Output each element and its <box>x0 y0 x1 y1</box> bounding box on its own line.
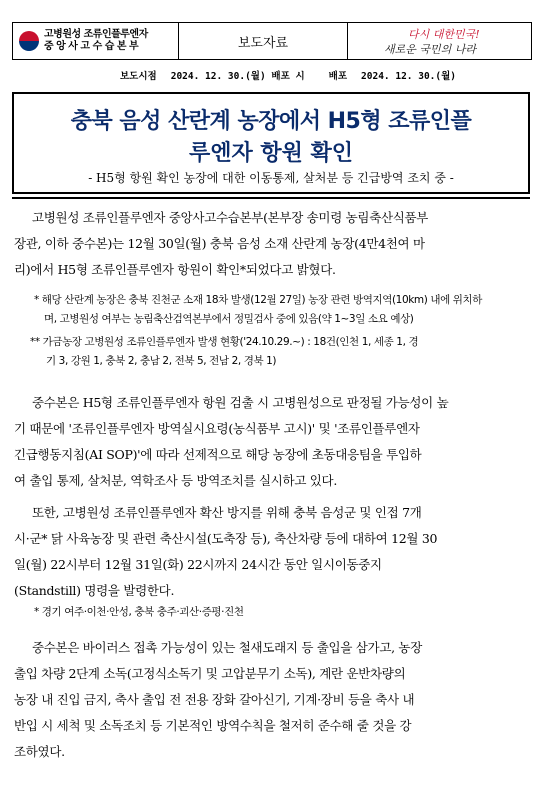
subheadline: - H5형 항원 확인 농장에 대한 이동통제, 살처분 등 긴급방역 조치 중 - <box>88 171 454 185</box>
paragraph-line: 기 때문에 '조류인플루엔자 방역실시요령(농식품부 고시)' 및 '조류인플루엔자 <box>14 421 420 436</box>
doc-type: 보도자료 <box>179 23 348 59</box>
footnote-line: 기 3, 강원 1, 충북 2, 충남 2, 전북 5, 전남 2, 경북 1) <box>46 355 277 367</box>
org-line1: 고병원성 조류인플루엔자 <box>44 29 148 40</box>
footnote-1 <box>34 291 482 329</box>
footnote-line: ** 가금농장 고병원성 조류인플루엔자 발생 현황('24.10.29.~) : 18건(인천 1, 세종 1, 경 <box>30 336 419 348</box>
paragraph-line: 조하였다. <box>14 744 65 759</box>
paragraph-line: 출입 차량 2단계 소독(고정식소독기 및 고압분무기 소독), 계란 운반차량의 <box>14 666 406 681</box>
paragraph-line: 리)에서 H5형 조류인플루엔자 항원이 확인*되었다고 밝혔다. <box>14 262 336 277</box>
paragraph-line: 중수본은 H5형 조류인플루엔자 항원 검출 시 고병원성으로 판정될 가능성이 높 <box>32 395 449 410</box>
paragraph-line: 일(월) 22시부터 12월 31일(화) 22시까지 24시간 동안 일시이동중지 <box>14 557 382 572</box>
paragraph-line: 중수본은 바이러스 접촉 가능성이 있는 철새도래지 등 출입을 삼가고, 농장 <box>32 640 422 655</box>
slogan-line2: 새로운 국민의 나라 <box>384 43 477 56</box>
release-date: 2024. 12. 30.(월) 배포 시 <box>170 71 305 82</box>
org-name <box>44 29 148 53</box>
taegeuk-emblem-icon <box>19 31 39 51</box>
paragraph-line: 고병원성 조류인플루엔자 중앙사고수습본부(본부장 송미령 농림축산식품부 <box>32 210 429 225</box>
paragraph-line: 긴급행동지침(AI SOP)'에 따라 선제적으로 해당 농장에 초동대응팀을 투입하 <box>14 447 422 462</box>
org-cell <box>13 23 179 59</box>
paragraph-1 <box>14 205 530 283</box>
distribution-date: 2024. 12. 30.(월) <box>361 71 457 82</box>
paragraph-line: 장관, 이하 중수본)는 12월 30일(월) 충북 음성 소재 산란계 농장(4만4천여 마 <box>14 236 425 251</box>
release-dates <box>120 68 470 82</box>
headline-divider <box>12 197 530 199</box>
footnote-line: 며, 고병원성 여부는 농림축산검역본부에서 정밀검사 중에 있음(약 1~3일 소요 예상) <box>44 313 414 325</box>
slogan-line1: 다시 대한민국! <box>408 28 480 41</box>
footnote-3: * 경기 여주·이천·안성, 충북 충주·괴산·증평·진천 <box>34 606 244 618</box>
distribution-label: 배포 <box>328 71 348 82</box>
slogan <box>348 23 531 59</box>
headline-line1: 충북 음성 산란계 농장에서 H5형 조류인플 <box>70 109 472 134</box>
paragraph-4 <box>14 635 530 765</box>
paragraph-3 <box>14 500 530 604</box>
headline-line2: 루엔자 항원 확인 <box>188 141 354 166</box>
paragraph-line: 농장 내 진입 금지, 축사 출입 전 전용 장화 갈아신기, 기계·장비 등을 축사 내 <box>14 692 415 707</box>
footnote-line: * 해당 산란계 농장은 충북 진천군 소재 18차 발생(12월 27일) 농장 관련 방역지역(10km) 내에 위치하 <box>34 294 483 306</box>
org-line2: 중 앙 사 고 수 습 본 부 <box>44 41 139 52</box>
paragraph-line: (Standstill) 명령을 발령한다. <box>14 583 175 598</box>
slogan-graphic <box>348 23 530 59</box>
footnote-2 <box>30 333 418 371</box>
paragraph-line: 여 출입 통제, 살처분, 역학조사 등 방역조치를 실시하고 있다. <box>14 473 338 488</box>
paragraph-2 <box>14 390 530 494</box>
header-box <box>12 22 532 60</box>
headline-box <box>12 92 530 194</box>
paragraph-line: 또한, 고병원성 조류인플루엔자 확산 방지를 위해 충북 음성군 및 인접 7개 <box>32 505 422 520</box>
paragraph-line: 시·군* 닭 사육농장 및 관련 축산시설(도축장 등), 축산차량 등에 대하여 12월 30 <box>14 531 438 546</box>
release-label: 보도시점 <box>120 71 157 82</box>
paragraph-line: 반입 시 세척 및 소독조치 등 기본적인 방역수칙을 철저히 준수해 줄 것을 강 <box>14 718 412 733</box>
